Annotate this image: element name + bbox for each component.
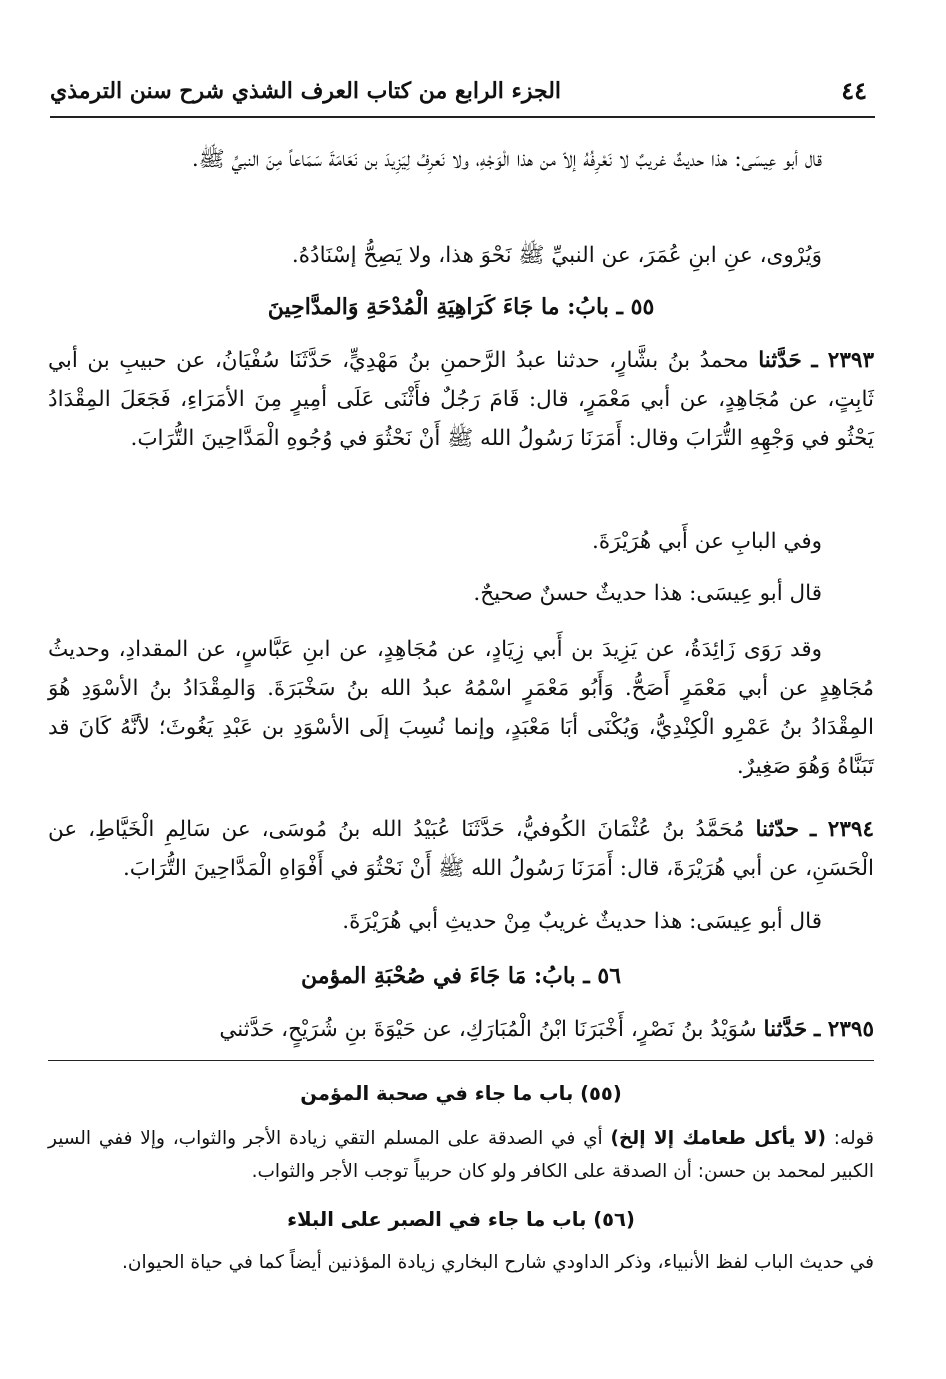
chapter-heading-55: ٥٥ ـ بابُ: ما جَاءَ كَرَاهِيَةِ الْمُدْحَةِ وَالمدَّاحِينَ xyxy=(267,294,655,320)
paragraph-ibn-umar: وَيُرْوى، عنِ ابنِ عُمَرَ، عن النبيِّ ﷺ نَحْوَ هذا، ولا يَصِحُّ إسْنَادُهُ. xyxy=(291,243,822,268)
hadith-2394 xyxy=(48,810,874,888)
paragraph-zaida: وقد رَوَى زَائِدَةُ، عن يَزِيدَ بن أَبي زِيَادٍ، عن مُجَاهِدٍ، عن ابنِ عَبَّاسٍ، عن المقدادِ، وحديثُ مُجَاهِدٍ عن أبي مَعْمَرٍ أَصَحُّ. وَأَبُو مَعْمَرٍ اسْمُهُ عبدُ الله بنُ سَخْبَرَةَ. وَالمِقْدَادُ بنُ الأسْوَدِ هُوَ المِقْدَادُ بنُ عَمْرِو الْكِنْدِيُّ، وَيُكْنَى أبَا مَعْبَدٍ، وإنما نُسِبَ إلَى الأسْوَدِ بن عَبْدِ يَغُوثَ؛ لأنَّهُ كَانَ قد تَبَنَّاهُ وَهُوَ صَغِيرٌ. xyxy=(48,637,874,779)
hadith-text: مُحَمَّدُ بنُ عُثْمَانَ الكُوفيُّ، حَدَّثَنَا عُبَيْدُ الله بنُ مُوسَى، عن سَالِمِ الْخَيَّاطِ، عن الْحَسَنِ، عن أبي هُرَيْرَةَ، قال: أَمَرَنَا رَسُولُ الله ﷺ أَنْ نَحْثُوَ في أَفْوَاهِ الْمَدَّاحِينَ التُّرَابَ. xyxy=(48,817,874,881)
page-number: ٤٤ xyxy=(841,76,867,105)
hadith-number: ٢٣٩٥ ـ xyxy=(814,1017,874,1042)
footnote-55 xyxy=(48,1122,874,1188)
paragraph-gharib-abu-hurayra: قال أبو عِيسَى: هذا حديثٌ غريبٌ مِنْ حديثِ أبي هُرَيْرَةَ. xyxy=(342,909,822,934)
hadith-text: محمدُ بنُ بشَّارٍ، حدثنا عبدُ الرَّحمنِ بنُ مَهْدِيٍّ، حَدَّثَنَا سُفْيَانُ، عن حبيبِ بن أبي ثَابِتٍ، عن مُجَاهِدٍ، عن أبي مَعْمَرٍ، قال: قَامَ رَجُلٌ فأَثْنَى عَلَى أمِيرٍ مِنَ الأمَرَاءِ، فَجَعَلَ المِقْدَادُ يَحْثُو في وَجْهِهِ التُّرَابَ وقال: أَمَرَنَا رَسُولُ الله ﷺ أَنْ نَحْثُوَ في وُجُوهِ الْمَدَّاحِينَ التُّرَابَ. xyxy=(48,348,874,451)
hadith-text: سُوَيْدُ بنُ نَصْرٍ، أَخْبَرَنَا ابْنُ الْمُبَارَكِ، عن حَيْوَةَ بنِ شُرَيْحٍ، حَدَّثني xyxy=(219,1017,757,1042)
hadith-opening-word: حدّثنا xyxy=(755,817,800,842)
footnote-heading-56: (٥٦) باب ما جاء في الصبر على البلاء xyxy=(287,1208,635,1231)
running-title: الجزء الرابع من كتاب العرف الشذي شرح سنن الترمذي xyxy=(50,78,562,104)
hadith-number: ٢٣٩٣ ـ xyxy=(811,348,874,373)
page-header xyxy=(50,72,875,118)
footnote-quote: (لا يأكل طعامك إلا إلخ) xyxy=(610,1128,826,1149)
hadith-opening-word: حَدَّثنا xyxy=(758,348,802,373)
hadith-number: ٢٣٩٤ ـ xyxy=(809,817,874,842)
paragraph-hasan-sahih: قال أبو عِيسَى: هذا حديثٌ حسنٌ صحيحٌ. xyxy=(473,581,822,606)
footnote-56: في حديث الباب لفظ الأنبياء، وذكر الداودي شارح البخاري زيادة المؤذنين أيضاً كما في حياة الحيوان. xyxy=(122,1252,874,1273)
footnote-separator xyxy=(48,1060,874,1061)
footnote-lead: قوله: xyxy=(826,1128,874,1149)
hadith-opening-word: حَدَّثنا xyxy=(763,1017,808,1042)
paragraph-fil-bab: وفي البابِ عن أَبي هُرَيْرَةَ. xyxy=(592,529,822,554)
chapter-heading-56: ٥٦ ـ بابُ: مَا جَاءَ في صُحْبَةِ المؤمن xyxy=(300,963,622,989)
footnote-heading-55: (٥٥) باب ما جاء في صحبة المؤمن xyxy=(300,1082,622,1105)
hadith-2393 xyxy=(48,341,874,458)
hadith-2395 xyxy=(48,1010,874,1052)
footnote-text: أي في الصدقة على المسلم التقي زيادة الأجر والثواب، وإلا ففي السير الكبير لمحمد بن حسن: أن الصدقة على الكافر ولو كان حربياً توجب الأجر والثواب. xyxy=(48,1128,874,1182)
paragraph-gharib-nuaama: قال أبو عِيسَى: هذا حديثٌ غريبٌ لا نَعْرِفُهُ إلاّ من هذا الْوَجْهِ، ولا نَعرِفُ لِيَزِيدَ بن نَعَامَةَ سَمَاعاً مِنَ النبيِّ ﷺ. xyxy=(191,147,822,172)
